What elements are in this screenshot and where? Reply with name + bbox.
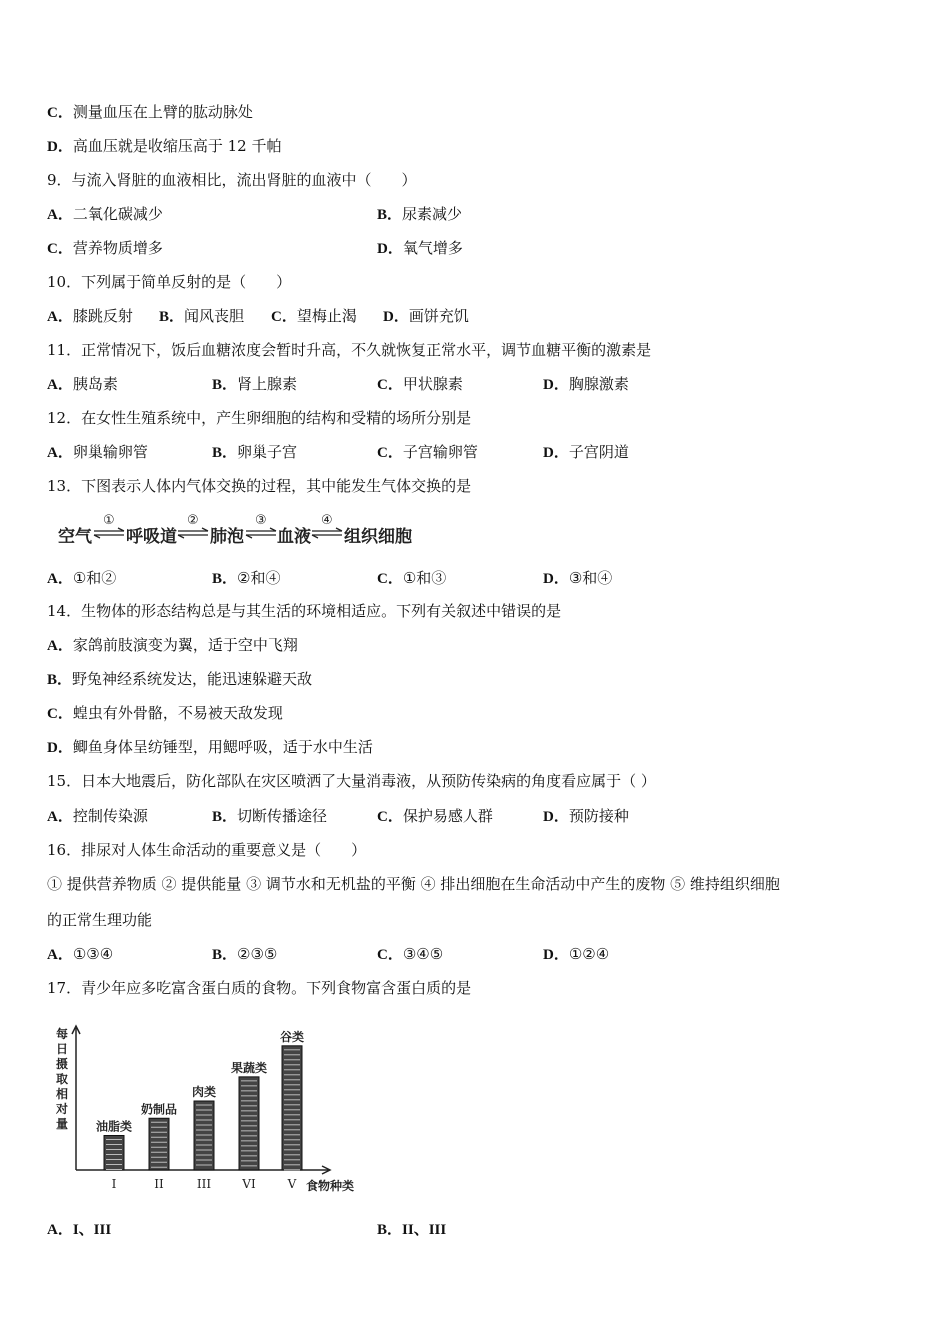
question-17: 17．青少年应多吃富含蛋白质的食物。下列食物富含蛋白质的是 [47, 979, 472, 997]
q15-option-b: B．切断传播途径 [212, 807, 328, 825]
flow-num-4: ④ [321, 513, 333, 528]
question-12: 12．在女性生殖系统中，产生卵细胞的结构和受精的场所分别是 [47, 409, 472, 427]
q13-option-b: B．②和④ [212, 569, 281, 587]
q14-option-b: B．野兔神经系统发达，能迅速躲避天敌 [47, 670, 313, 688]
flow-arrow-3 [246, 528, 276, 538]
q13-option-c: C．①和③ [377, 569, 447, 587]
question-9: 9．与流入肾脏的血液相比，流出肾脏的血液中（ ） [47, 171, 417, 189]
q16-option-a: A．①③④ [47, 945, 114, 963]
y-axis-label [55, 1026, 68, 1131]
q8-option-d: D．高血压就是收缩压高于 12 千帕 [47, 137, 282, 155]
x-axis-label: 食物种类 [306, 1179, 355, 1193]
question-10: 10．下列属于简单反射的是（ ） [47, 273, 292, 291]
q11-option-a: A．胰岛素 [47, 375, 118, 393]
bar-label-1: 油脂类 [95, 1119, 133, 1134]
q12-option-d: D．子宫阴道 [543, 443, 629, 461]
q10-option-c: C．望梅止渴 [271, 307, 357, 325]
flow-node-air: 空气 [58, 527, 92, 547]
q11-option-d: D．胸腺激素 [543, 375, 629, 393]
x-tick-1: I [111, 1177, 117, 1191]
food-intake-chart [44, 1020, 384, 1200]
question-16: 16．排尿对人体生命活动的重要意义是（ ） [47, 841, 367, 859]
flow-node-alveoli: 肺泡 [210, 527, 244, 547]
question-15: 15．日本大地震后，防化部队在灾区喷洒了大量消毒液，从预防传染病的角度看应属于（ ） [47, 772, 656, 790]
q12-option-a: A．卵巢输卵管 [47, 443, 148, 461]
bar-label-5: 谷类 [279, 1029, 305, 1044]
q11-option-b: B．肾上腺素 [212, 375, 298, 393]
q9-option-d: D．氧气增多 [377, 239, 463, 257]
flow-arrow-4 [312, 528, 342, 538]
q13-option-a: A．①和② [47, 569, 117, 587]
q15-option-d: D．预防接种 [543, 807, 629, 825]
x-tick-3: III [196, 1177, 212, 1191]
q11-option-c: C．甲状腺素 [377, 375, 463, 393]
gas-exchange-diagram [58, 510, 418, 554]
flow-node-blood: 血液 [277, 527, 311, 547]
q12-option-c: C．子宫输卵管 [377, 443, 478, 461]
x-tick-2: II [154, 1177, 164, 1191]
q15-option-c: C．保护易感人群 [377, 807, 493, 825]
q12-option-b: B．卵巢子宫 [212, 443, 298, 461]
q14-option-a: A．家鸽前肢演变为翼，适于空中飞翔 [47, 636, 298, 654]
q8-option-c: C．测量血压在上臂的肱动脉处 [47, 103, 253, 121]
question-11: 11．正常情况下，饭后血糖浓度会暂时升高，不久就恢复正常水平，调节血糖平衡的激素是 [47, 341, 652, 359]
q14-option-c: C．蝗虫有外骨骼，不易被天敌发现 [47, 704, 283, 722]
flow-arrow-2 [178, 528, 208, 538]
question-14: 14．生物体的形态结构总是与其生活的环境相适应。下列有关叙述中错误的是 [47, 602, 562, 620]
q10-option-d: D．画饼充饥 [383, 307, 469, 325]
q16-option-b: B．②③⑤ [212, 945, 278, 963]
bar-label-4: 果蔬类 [230, 1060, 268, 1075]
flow-num-2: ② [187, 513, 199, 528]
x-tick-4: VI [242, 1177, 256, 1191]
q16-items: ① 提供营养物质 ② 提供能量 ③ 调节水和无机盐的平衡 ④ 排出细胞在生命活动中产生的废物 ⑤ 维持组织细胞 [47, 875, 780, 893]
x-tick-5: V [287, 1177, 297, 1191]
q10-option-b: B．闻风丧胆 [159, 307, 245, 325]
flow-node-airway: 呼吸道 [126, 527, 177, 547]
svg-text:每日摄取相对量: 每日摄取相对量 [56, 1027, 69, 1131]
flow-num-3: ③ [255, 513, 267, 528]
q16-option-c: C．③④⑤ [377, 945, 444, 963]
q9-option-c: C．营养物质增多 [47, 239, 163, 257]
q13-option-d: D．③和④ [543, 569, 613, 587]
q15-option-a: A．控制传染源 [47, 807, 148, 825]
bar-label-3: 肉类 [191, 1085, 217, 1099]
q16-items-continued: 的正常生理功能 [47, 911, 153, 929]
flow-num-1: ① [103, 513, 115, 528]
bar-label-2: 奶制品 [140, 1102, 178, 1117]
question-13: 13．下图表示人体内气体交换的过程，其中能发生气体交换的是 [47, 477, 472, 495]
q17-option-a: A．I、III [47, 1222, 112, 1238]
q10-option-a: A．膝跳反射 [47, 307, 133, 325]
flow-arrow-1 [94, 528, 124, 538]
q16-option-d: D．①②④ [543, 945, 610, 963]
flow-node-tissue-cells: 组织细胞 [344, 527, 412, 547]
q17-option-b: B．II、III [377, 1222, 447, 1238]
q9-option-a: A．二氧化碳减少 [47, 205, 163, 223]
q9-option-b: B．尿素减少 [377, 205, 463, 223]
q14-option-d: D．鲫鱼身体呈纺锤型，用鳃呼吸，适于水中生活 [47, 738, 373, 756]
